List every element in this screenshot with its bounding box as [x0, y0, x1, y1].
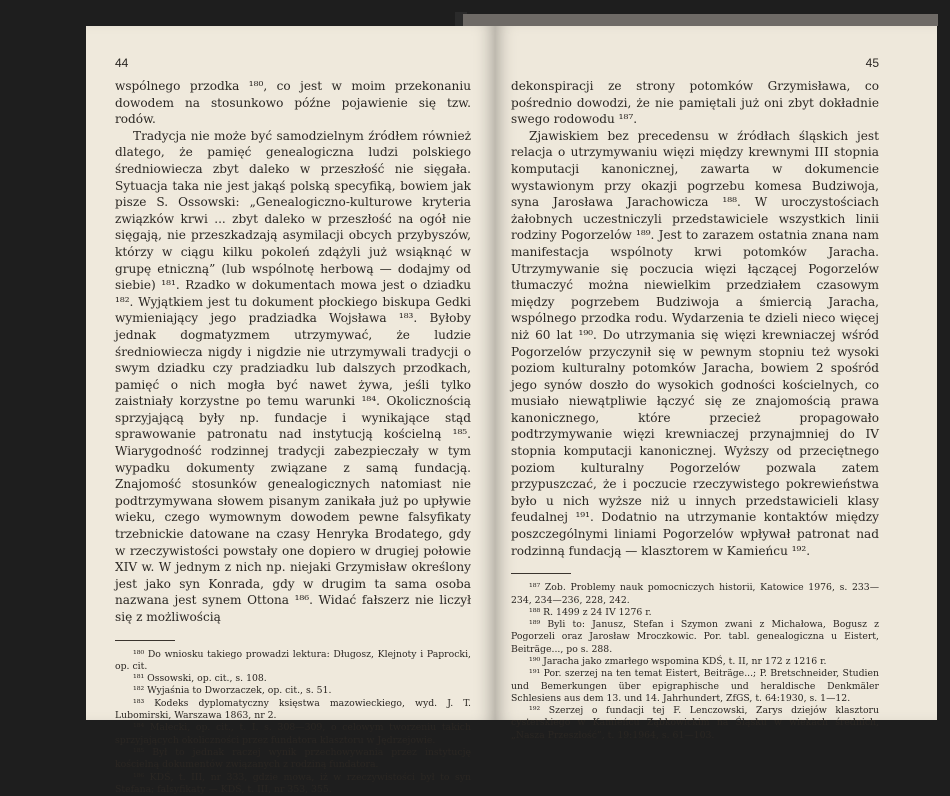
footnote: ¹⁸⁰ Do wniosku takiego prowadzi lektura: Długosz, Klejnoty i Paprocki, op. cit.: [115, 648, 471, 672]
footnote-rule: [115, 640, 175, 641]
footnote: ¹⁸⁹ Byli to: Janusz, Stefan i Szymon zwani z Michałowa, Bogusz z Pogorzeli oraz Jarosław Mroczkowic. Por. tabl. genealogiczna u Eistert, Beiträge..., po s. 288.: [511, 619, 879, 655]
paragraph: Zjawiskiem bez precedensu w źródłach śląskich jest relacja o utrzymywaniu więzi między krewnymi III stopnia komputacji kanonicznej, zawarta w dokumencie wystawionym przy okazji pogrzebu komesa Budziwoja, syna Jarosława Jarachowicza ¹⁸⁸. W uroczystościach żałobnych uczestniczyli przedstawiciele wszystkich linii rodziny Pogorzelów ¹⁸⁹. Jest to zarazem ostatnia znana nam manifestacja wspólnoty krwi potomków Jaracha. Utrzymywanie się poczucia więzi łączącej Pogorzelów tłumaczyć można niewielkim przedziałem czasowym między pogrzebem Budziwoja a śmiercią Jaracha, wspólnego przodka rodu. Wydarzenia te dzieli nieco więcej niż 60 lat ¹⁹⁰. Do utrzymania się więzi krewniaczej wśród Pogorzelów przyczynił się w pewnym stopniu też wysoki poziom kulturalny potomków Jaracha, bowiem 2 spośród jego synów doszło do wysokich godności kościelnych, co musiało niewątpliwie łączyć się ze znajomością prawa kanonicznego, które przecież propagowało podtrzymywanie więzi krewniaczej przynajmniej do IV stopnia komputacji kanonicznej. Wyższy od przeciętnego poziom kulturalny Pogorzelów pozwala zatem przypuszczać, że i poczucie rzeczywistego pokrewieństwa było u nich wyższe niż u innych przedstawicieli klasy feudalnej ¹⁹¹. Dodatnio na utrzymanie kontaktów między poszczególnymi liniami Pogorzelów wpływał patronat nad rodzinną fundacją — klasztorem w Kamieńcu ¹⁹².: [511, 128, 879, 558]
right-page: [495, 26, 937, 741]
page-number: 44: [115, 56, 129, 70]
main-text: [511, 78, 879, 559]
page-number: 45: [865, 56, 879, 70]
footnote: ¹⁸¹ Ossowski, op. cit., s. 108.: [133, 673, 267, 685]
footnote: ¹⁹⁰ Jaracha jako zmarłego wspomina KDŚ, t. II, nr 172 z 1216 r.: [529, 656, 827, 667]
footnote: ¹⁸⁶ KDŚ, t. III, nr 333, gdzie mowa, iż w rzeczywistości był to syn Stefana; falsyfikaty — KDŚ, t. III, nr 353, 355.: [115, 771, 471, 795]
footnote: ¹⁸⁸ R. 1499 z 24 IV 1276 r.: [529, 606, 652, 618]
main-text: [115, 78, 471, 626]
footnote: ¹⁹² Szerzej o fundacji tej F. Lenczowski, Zarys dziejów klasztoru cysterskiego w Kamieńcu Ząbkowickim na Śląsku w wiekach średnich, „Nasza Przeszłość”, t. 19:1964, s. 61—103.: [511, 705, 879, 741]
footnotes: [511, 582, 879, 742]
paragraph: Tradycja nie może być samodzielnym źródłem również dlatego, że pamięć genealogiczna ludzi polskiego średniowiecza zbyt daleko w przeszłość nie sięgała. Sytuacja taka nie jest jakąś polską specyfiką, bowiem jak pisze S. Ossowski: „Genealogiczno-kulturowe kryteria związków krwi ... zbyt daleko w przeszłość na ogół nie sięgają, nie przeszkadzają asymilacji obcych przybyszów, którzy w ciągu kilku pokoleń zdążyli już wsiąknąć w grupę etniczną” (lub wspólnotę herbową — dodajmy od siebie) ¹⁸¹. Rzadko w dokumentach mowa jest o dziadku ¹⁸². Wyjątkiem jest tu dokument płockiego biskupa Gedki wymieniający jego pradziadka Wojsława ¹⁸³. Byłoby jednak dogmatyzmem utrzymywać, że ludzie średniowiecza nigdy i nigdzie nie utrzymywali tradycji o swym dziadku czy pradziadku lub dalszych przodkach, pamięć o nich mogła być nawet żywa, jeśli tylko zaistniały korzystne po temu warunki ¹⁸⁴. Okolicznością sprzyjającą były np. fundacje i wynikające stąd sprawowanie patronatu nad instytucją kościelną ¹⁸⁵. Wiarygodność rodzinnej tradycji zabezpieczały w tym wypadku dokumenty związane z samą fundacją. Znajomość stosunków genealogicznych natomiast nie podtrzymywana słowem pisanym zanikała już po upływie wieku, czego wymownym dowodem pewne falsyfikaty trzebnickie datowane na czasy Henryka Brodatego, gdy w rzeczywistości powstały one dopiero w drugiej połowie XIV w. W jednym z nich np. niejaki Grzymisław określony jest jako syn Konrada, gdy w drugim ta sama osoba nazwana jest synem Ottona ¹⁸⁶. Widać fałszerz nie liczył się z możliwością: [115, 128, 471, 624]
footnote: ¹⁹¹ Por. szerzej na ten temat Eistert, Beiträge...; P. Bretschneider, Studien und Bemerkungen über epigraphische und heraldische Denkmäler Schlesiens aus dem 13. und 14. Jahrhundert, ZfGS, t. 64:1930, s. 1—12.: [511, 668, 879, 704]
book-edge: [463, 14, 938, 26]
footnote: ¹⁸² Wyjaśnia to Dworzaczek, op. cit., s. 51.: [133, 685, 332, 697]
left-page: [86, 26, 495, 795]
footnote: ¹⁸⁷ Zob. Problemy nauk pomocniczych historii, Katowice 1976, s. 233—234, 234—236, 228, 242.: [511, 582, 879, 606]
footnotes: [115, 649, 471, 796]
paragraph: dekonspiracji ze strony potomków Grzymisława, co pośrednio dowodzi, że nie pamiętali już oni zbyt dokładnie swego rodowodu ¹⁸⁷.: [511, 79, 879, 127]
footnote: ¹⁸³ Kodeks dyplomatyczny księstwa mazowieckiego, wyd. J. T. Lubomirski, Warszawa 1863, nr 2.: [115, 697, 471, 722]
paragraph: wspólnego przodka ¹⁸⁰, co jest w moim przekonaniu dowodem na stosunkowo późne pojawienie się tzw. rodów.: [115, 79, 471, 127]
footnote: ¹⁸⁵ Był to jednak raczej wynik przechowywania przez instytucję kościelną dokumentów związanych z rodziną fundatora.: [115, 746, 471, 771]
footnote-rule: [511, 573, 571, 574]
footnote: ¹⁸⁴ Małecki, op. cit., t. I. s. 308—309, o celowym tworzeniu takich sprzyjających okoliczności przez fundatora klasztoru w Jędrzejowie.: [115, 722, 471, 746]
